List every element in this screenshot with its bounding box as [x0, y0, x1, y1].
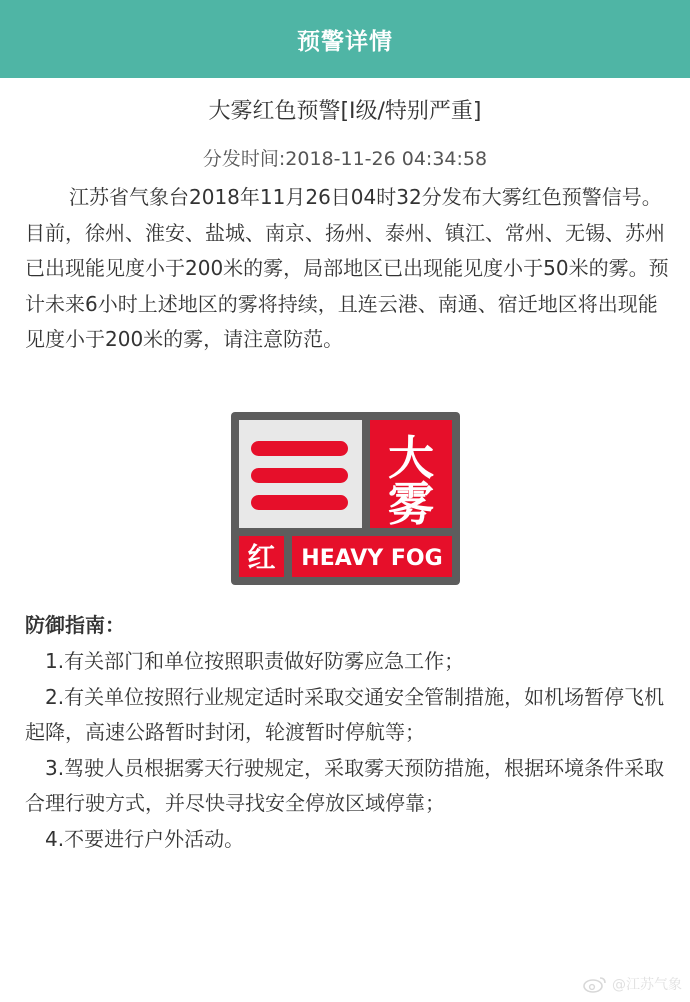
watermark — [582, 974, 682, 994]
guide-title: 防御指南： — [25, 613, 125, 637]
signal-english-label: HEAVY FOG — [301, 546, 443, 571]
page-header — [0, 0, 690, 78]
guide-item-4: 4.不要进行户外活动。 — [45, 826, 245, 851]
signal-level-char: 红 — [247, 541, 276, 574]
guide-item-2: 2.有关单位按照行业规定适时采取交通安全管制措施，如机场暂停飞机起降，高速公路暂时封闭，轮渡暂时停航等； — [25, 684, 665, 744]
guide-item-3: 3.驾驶人员根据雾天行驶规定，采取雾天预防措施，根据环境条件采取合理行驶方式，并尽快寻找安全停放区域停靠； — [25, 755, 665, 815]
weibo-icon — [582, 975, 608, 993]
watermark-text: @江苏气象 — [612, 977, 682, 993]
signal-char-wu: 雾 — [388, 477, 434, 531]
issue-time: 分发时间:2018-11-26 04:34:58 — [202, 148, 488, 170]
guide-list — [25, 644, 670, 857]
signal-char-da: 大 — [388, 431, 434, 485]
guide-item-1: 1.有关部门和单位按照职责做好防雾应急工作； — [45, 649, 465, 673]
warning-content: 江苏省气象台2018年11月26日04时32分发布大雾红色预警信号。目前，徐州、淮安、盐城、南京、扬州、泰州、镇江、常州、无锡、苏州已出现能见度小于200米的雾，局部地区已出现能见度小于50米的雾。预计未来6小时上述地区的雾将持续，且连云港、南通、宿迁地区将出现能见度小于200米的雾，请注意防范。 — [25, 185, 669, 351]
page-title: 预警详情 — [297, 28, 393, 55]
warning-title: 大雾红色预警[Ⅰ级/特别严重] — [208, 99, 482, 124]
heavy-fog-red-signal-icon — [231, 412, 460, 585]
